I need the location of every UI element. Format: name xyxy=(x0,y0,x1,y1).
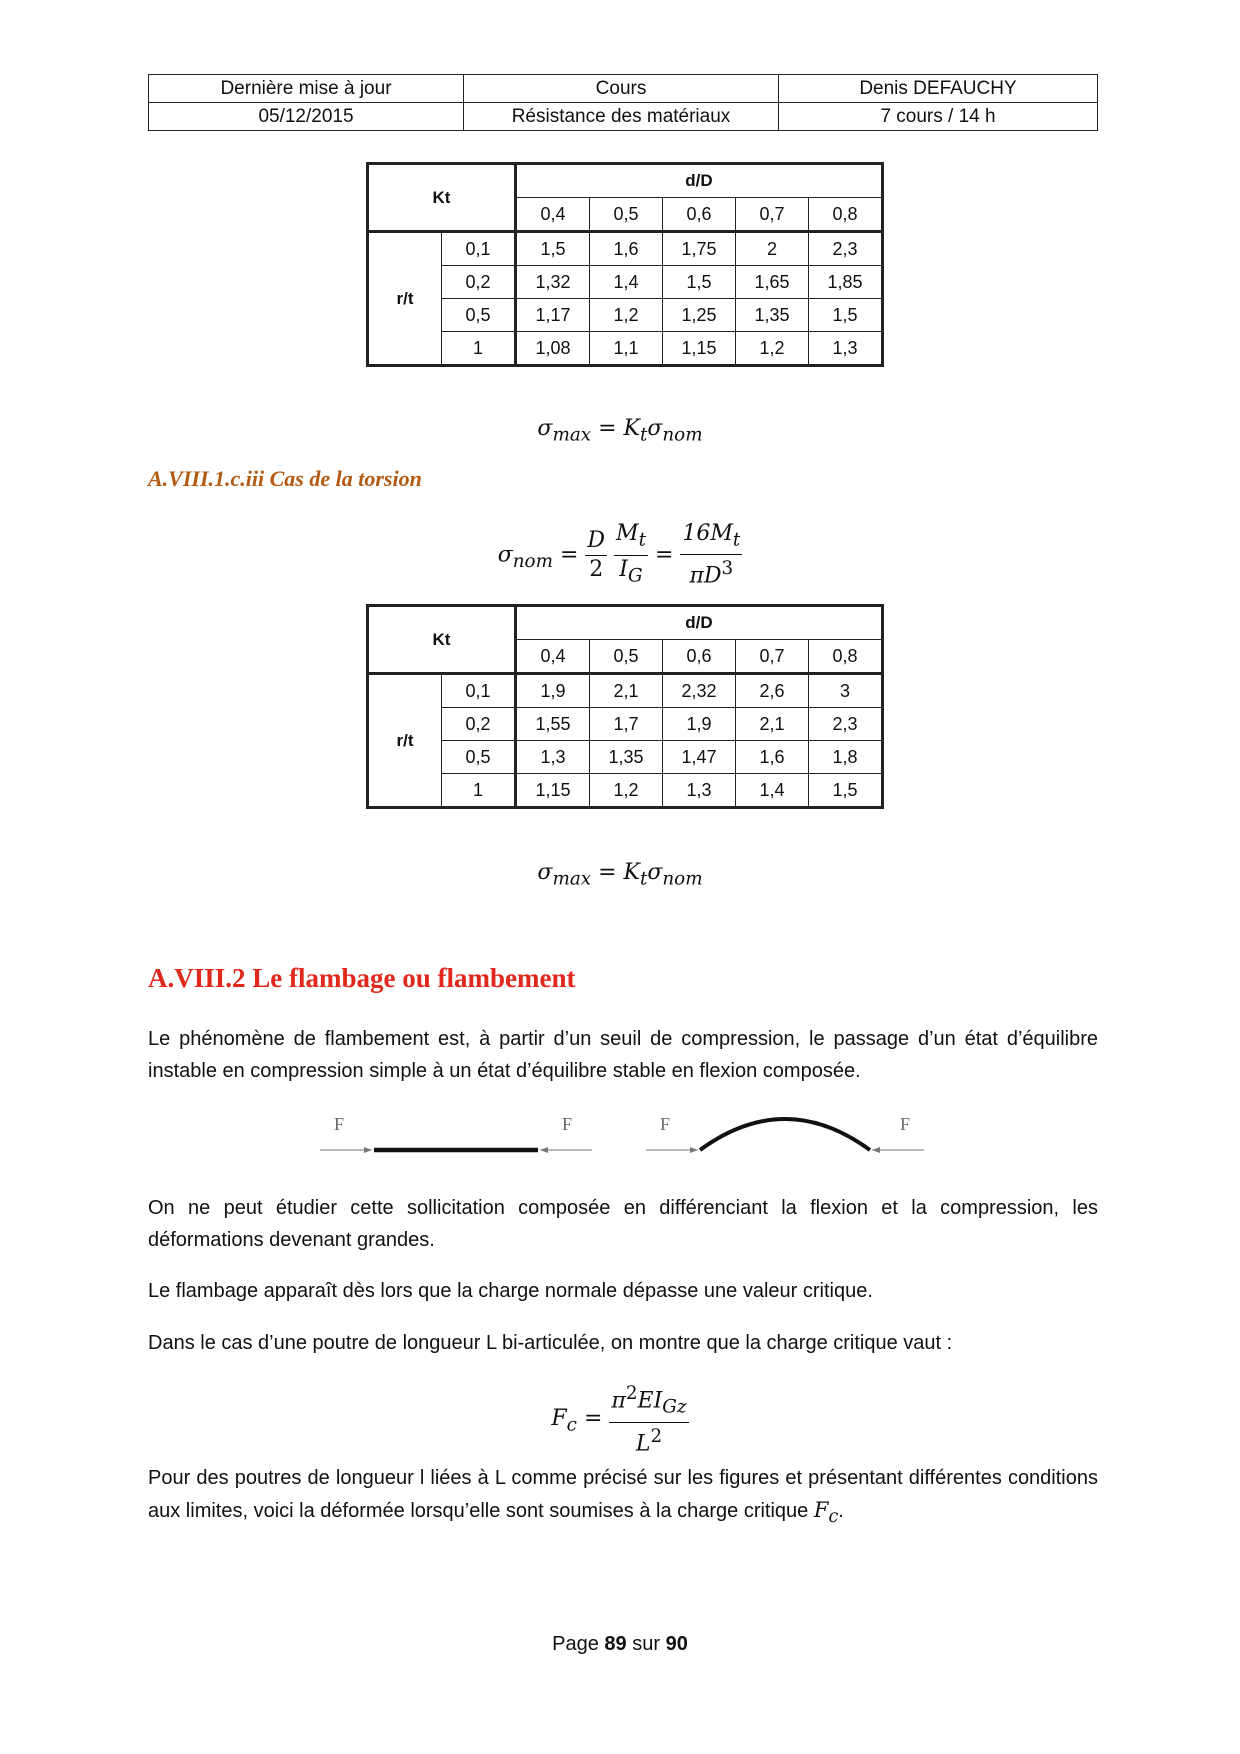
row-header: 1 xyxy=(442,774,516,808)
table-cell: 2,3 xyxy=(809,708,883,741)
buckled-beam xyxy=(700,1119,870,1150)
paragraph-critical-value: Le flambage apparaît dès lors que la charge normale dépasse une valeur critique. xyxy=(148,1280,873,1302)
table-cell: 1,2 xyxy=(590,774,663,808)
col-header: 0,4 xyxy=(516,640,590,674)
kt-corner: Kt xyxy=(368,606,516,674)
torsion-subtitle: A.VIII.1.c.iii Cas de la torsion xyxy=(148,466,422,491)
table-cell: 2,6 xyxy=(736,674,809,708)
dD-header: d/D xyxy=(516,164,883,198)
table-cell: 1,5 xyxy=(516,232,590,266)
table-cell: 1,2 xyxy=(590,299,663,332)
table-cell: 1,5 xyxy=(809,299,883,332)
force-arrowhead-right xyxy=(540,1147,548,1153)
table-cell: 1,6 xyxy=(590,232,663,266)
table-cell: 1,5 xyxy=(663,266,736,299)
header-table xyxy=(148,74,1098,131)
force-label: F xyxy=(562,1114,573,1134)
table-cell: 1,2 xyxy=(736,332,809,366)
col-header: 0,7 xyxy=(736,640,809,674)
table-cell: 1,8 xyxy=(809,741,883,774)
paragraph-buckling-definition: Le phénomène de flambement est, à partir d’un seuil de compression, le passage d’un état d’équilibre instable en compression simple à un état d’équilibre stable en flexion composée. xyxy=(148,1028,1098,1082)
buckling-figure xyxy=(300,1108,940,1160)
rt-header: r/t xyxy=(368,674,442,808)
table-cell: 1,4 xyxy=(736,774,809,808)
paragraph-critical-load-intro: Dans le cas d’une poutre de longueur L bi-articulée, on montre que la charge critique vaut : xyxy=(148,1332,953,1354)
table-cell: 1,15 xyxy=(516,774,590,808)
header-author: Denis DEFAUCHY xyxy=(779,75,1098,103)
row-header: 0,1 xyxy=(442,232,516,266)
force-arrowhead-left xyxy=(690,1147,698,1153)
section-title: A.VIII.2 Le flambage ou flambement xyxy=(148,963,576,993)
col-header: 0,8 xyxy=(809,640,883,674)
table-cell: 1,3 xyxy=(663,774,736,808)
table-cell: 1,9 xyxy=(663,708,736,741)
col-header: 0,5 xyxy=(590,198,663,232)
paragraph-large-deformations: On ne peut étudier cette sollicitation composée en différenciant la flexion et la compression, les déformations devenant grandes. xyxy=(148,1197,1098,1251)
col-header: 0,8 xyxy=(809,198,883,232)
table-cell: 1,3 xyxy=(516,741,590,774)
header-subject: Résistance des matériaux xyxy=(464,103,779,131)
row-header: 0,5 xyxy=(442,299,516,332)
col-header: 0,6 xyxy=(663,198,736,232)
row-header: 0,2 xyxy=(442,708,516,741)
row-header: 0,2 xyxy=(442,266,516,299)
table-cell: 3 xyxy=(809,674,883,708)
table-cell: 1,1 xyxy=(590,332,663,366)
table-cell: 1,47 xyxy=(663,741,736,774)
formula-sigma-max-1: $\sigma_{max} = K_t\sigma_{nom}$ xyxy=(537,416,703,446)
table-cell: 1,15 xyxy=(663,332,736,366)
table-cell: 1,32 xyxy=(516,266,590,299)
rt-header: r/t xyxy=(368,232,442,366)
col-header: 0,5 xyxy=(590,640,663,674)
kt-corner: Kt xyxy=(368,164,516,232)
table-cell: 1,55 xyxy=(516,708,590,741)
col-header: 0,4 xyxy=(516,198,590,232)
force-arrowhead-right xyxy=(872,1147,880,1153)
table-cell: 1,85 xyxy=(809,266,883,299)
formula-sigma-nom: $\sigma_{nom}$ = $\frac{D}{2}$ $\frac{M_t}{I_G}$ = $\frac{16M_t}{\pi D^3}$ xyxy=(497,521,741,589)
header-last-update-label: Dernière mise à jour xyxy=(149,75,464,103)
header-course-label: Cours xyxy=(464,75,779,103)
col-header: 0,6 xyxy=(663,640,736,674)
kt-table-1 xyxy=(366,162,884,367)
row-header: 0,5 xyxy=(442,741,516,774)
table-cell: 1,17 xyxy=(516,299,590,332)
table-cell: 1,35 xyxy=(590,741,663,774)
dD-header: d/D xyxy=(516,606,883,640)
force-arrowhead-left xyxy=(364,1147,372,1153)
force-label: F xyxy=(334,1114,345,1134)
formula-critical-load: $F_c$ = $\frac{\pi^2EI_{Gz}}{L^2}$ xyxy=(0,1380,1240,1458)
row-header: 1 xyxy=(442,332,516,366)
table-cell: 2,1 xyxy=(736,708,809,741)
paragraph-boundary-conditions: Pour des poutres de longueur l liées à L comme précisé sur les figures et présentant différentes conditions aux limites, voici la déformée lorsqu’elle sont soumises à la charge critique $F_c$. xyxy=(148,1467,1098,1528)
table-cell: 1,3 xyxy=(809,332,883,366)
table-cell: 1,7 xyxy=(590,708,663,741)
formula-sigma-max-2: $\sigma_{max} = K_t\sigma_{nom}$ xyxy=(537,860,703,890)
table-cell: 2 xyxy=(736,232,809,266)
table-cell: 2,32 xyxy=(663,674,736,708)
header-date: 05/12/2015 xyxy=(149,103,464,131)
table-cell: 1,9 xyxy=(516,674,590,708)
kt-table-2 xyxy=(366,604,884,809)
table-cell: 1,35 xyxy=(736,299,809,332)
table-cell: 1,65 xyxy=(736,266,809,299)
table-cell: 2,3 xyxy=(809,232,883,266)
col-header: 0,7 xyxy=(736,198,809,232)
header-duration: 7 cours / 14 h xyxy=(779,103,1098,131)
table-cell: 1,6 xyxy=(736,741,809,774)
page-footer: Page 89 sur 90 xyxy=(552,1633,688,1655)
force-label: F xyxy=(900,1114,911,1134)
table-cell: 1,08 xyxy=(516,332,590,366)
table-cell: 1,5 xyxy=(809,774,883,808)
force-label: F xyxy=(660,1114,671,1134)
table-cell: 1,75 xyxy=(663,232,736,266)
table-cell: 1,4 xyxy=(590,266,663,299)
table-cell: 2,1 xyxy=(590,674,663,708)
row-header: 0,1 xyxy=(442,674,516,708)
table-cell: 1,25 xyxy=(663,299,736,332)
